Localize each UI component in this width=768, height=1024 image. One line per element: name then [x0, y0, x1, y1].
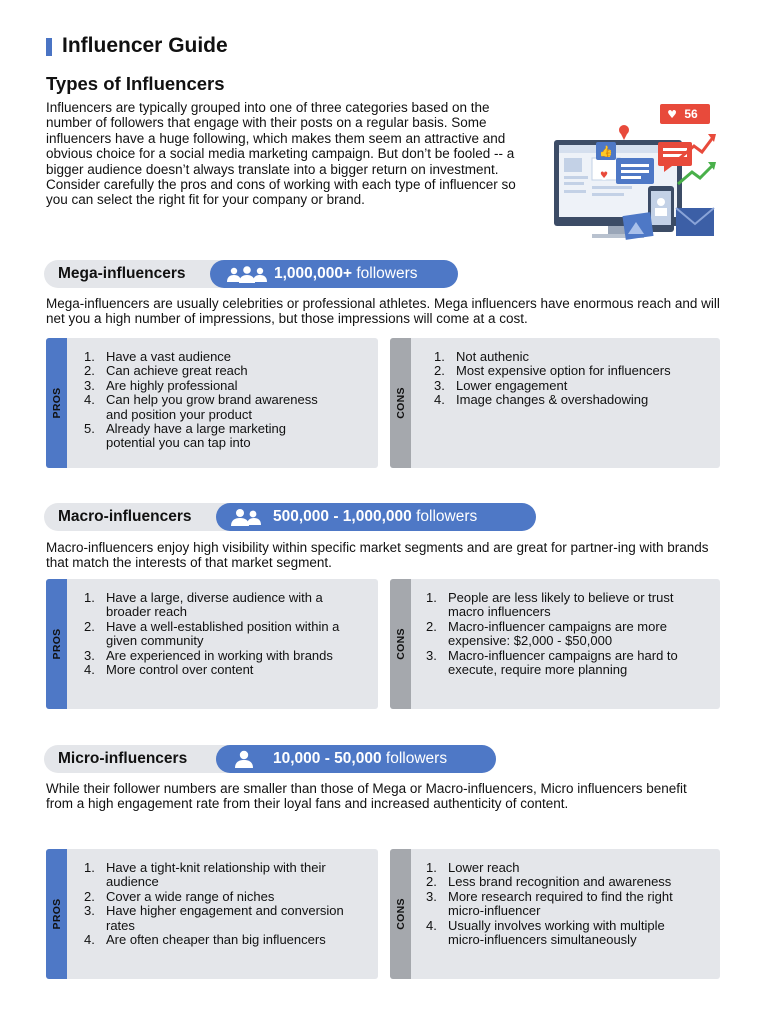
cons-card: [390, 338, 720, 468]
list-item: 4. Can help you grow brand awareness and position your product: [84, 392, 318, 422]
list-item: 4. More control over content: [84, 662, 254, 678]
section-title: Mega-influencers: [44, 260, 240, 288]
section-header-mega: [44, 260, 464, 288]
list-item: 3. Are highly professional: [84, 377, 238, 393]
pros-list: [84, 861, 368, 947]
intro-paragraph: Influencers are typically grouped into one of three categories based on the number of followers that engage with their posts on a regular basis. Some influencers have a huge following, which makes them seem an attractive and obvious choice for a social media marketing campaign. But don’t be fooled -- a bigger audience doesn’t always translate into a bigger return on investment. Consider carefully the pros and cons of working with each type of influencer so you can select the right fit for your company or brand.: [46, 100, 516, 208]
cons-tab: CONS: [390, 579, 411, 709]
follower-unit: followers: [356, 265, 418, 282]
pair-icon: [230, 508, 262, 526]
svg-text:♥: ♥: [599, 171, 609, 181]
followers-pill: [210, 260, 458, 288]
section-description: Mega-influencers are usually celebrities or professional athletes. Mega influencers have enormous reach and will net you a high number of impressions, but those impressions will come at a cost.: [46, 296, 720, 327]
pros-list: [84, 350, 368, 451]
follower-count: 10,000 - 50,000: [273, 750, 382, 767]
cons-list: [426, 861, 710, 947]
section-description: Macro-influencers enjoy high visibility within specific market segments and are great for partner-ing with brands that match the interests of that market segment.: [46, 540, 709, 571]
list-item: 3. More research required to find the right micro-influencer: [426, 888, 673, 919]
pros-card: [46, 579, 378, 709]
page-title: Influencer Guide: [62, 34, 228, 57]
page-subtitle: Types of Influencers: [46, 73, 225, 94]
follower-unit: followers: [385, 750, 448, 767]
list-item: 1. Have a tight-knit relationship with their audience: [84, 860, 326, 890]
list-item: 1. Lower reach: [426, 860, 520, 875]
list-item: 2. Cover a wide range of niches: [84, 888, 275, 904]
follower-unit: followers: [416, 508, 478, 525]
list-item: 1. Have a vast audience: [84, 349, 232, 364]
list-item: 5. Already have a large marketing potential you can tap into: [84, 421, 286, 451]
followers-pill: [216, 503, 536, 531]
follower-count: 500,000 - 1,000,000: [273, 508, 412, 525]
list-item: 2. Can achieve great reach: [84, 363, 248, 379]
list-item: 4. Usually involves working with multiple micro-influencers simultaneously: [426, 917, 665, 948]
list-item: 4. Image changes & overshadowing: [434, 392, 649, 408]
cons-card: [390, 579, 720, 709]
pros-tab: PROS: [46, 579, 67, 709]
list-item: 2. Have a well-established position within a given community: [84, 618, 340, 649]
pros-list: [84, 591, 368, 677]
svg-text:👍: 👍: [599, 145, 613, 158]
section-header-micro: [44, 745, 504, 773]
list-item: 3. Are experienced in working with brands: [84, 647, 333, 663]
social-media-illustration: [552, 102, 718, 242]
cons-list: [426, 591, 710, 677]
likes-badge-count: 56: [684, 107, 698, 121]
list-item: 3. Lower engagement: [434, 377, 568, 393]
person-icon: [234, 750, 254, 768]
section-title: Micro-influencers: [44, 745, 244, 773]
list-item: 4. Are often cheaper than big influencers: [84, 932, 326, 948]
list-item: 3. Have higher engagement and conversion rates: [84, 903, 344, 933]
section-title: Macro-influencers: [44, 503, 244, 531]
list-item: 2. Less brand recognition and awareness: [426, 874, 672, 890]
title-accent-bar: [46, 38, 52, 56]
pros-card: [46, 849, 378, 979]
follower-count: 1,000,000+: [274, 265, 353, 282]
list-item: 1. People are less likely to believe or trust macro influencers: [426, 590, 674, 620]
cons-list: [434, 350, 710, 408]
cons-card: [390, 849, 720, 979]
list-item: 1. Not authenic: [434, 349, 529, 364]
pros-tab: PROS: [46, 338, 67, 468]
section-description: While their follower numbers are smaller than those of Mega or Macro-influencers, Micro influencers benefit from a high engagement rate from their loyal fans and increased authenticity of content.: [46, 781, 687, 812]
group-icon: [226, 265, 268, 283]
pros-tab: PROS: [46, 849, 67, 979]
list-item: 2. Macro-influencer campaigns are more expensive: $2,000 - $50,000: [426, 618, 667, 649]
section-header-macro: [44, 503, 544, 531]
list-item: 3. Macro-influencer campaigns are hard to execute, require more planning: [426, 647, 678, 678]
pros-card: [46, 338, 378, 468]
svg-text:♥: ♥: [667, 108, 677, 121]
followers-pill: [216, 745, 496, 773]
list-item: 1. Have a large, diverse audience with a broader reach: [84, 590, 323, 620]
list-item: 2. Most expensive option for influencers: [434, 363, 671, 379]
cons-tab: CONS: [390, 338, 411, 468]
cons-tab: CONS: [390, 849, 411, 979]
